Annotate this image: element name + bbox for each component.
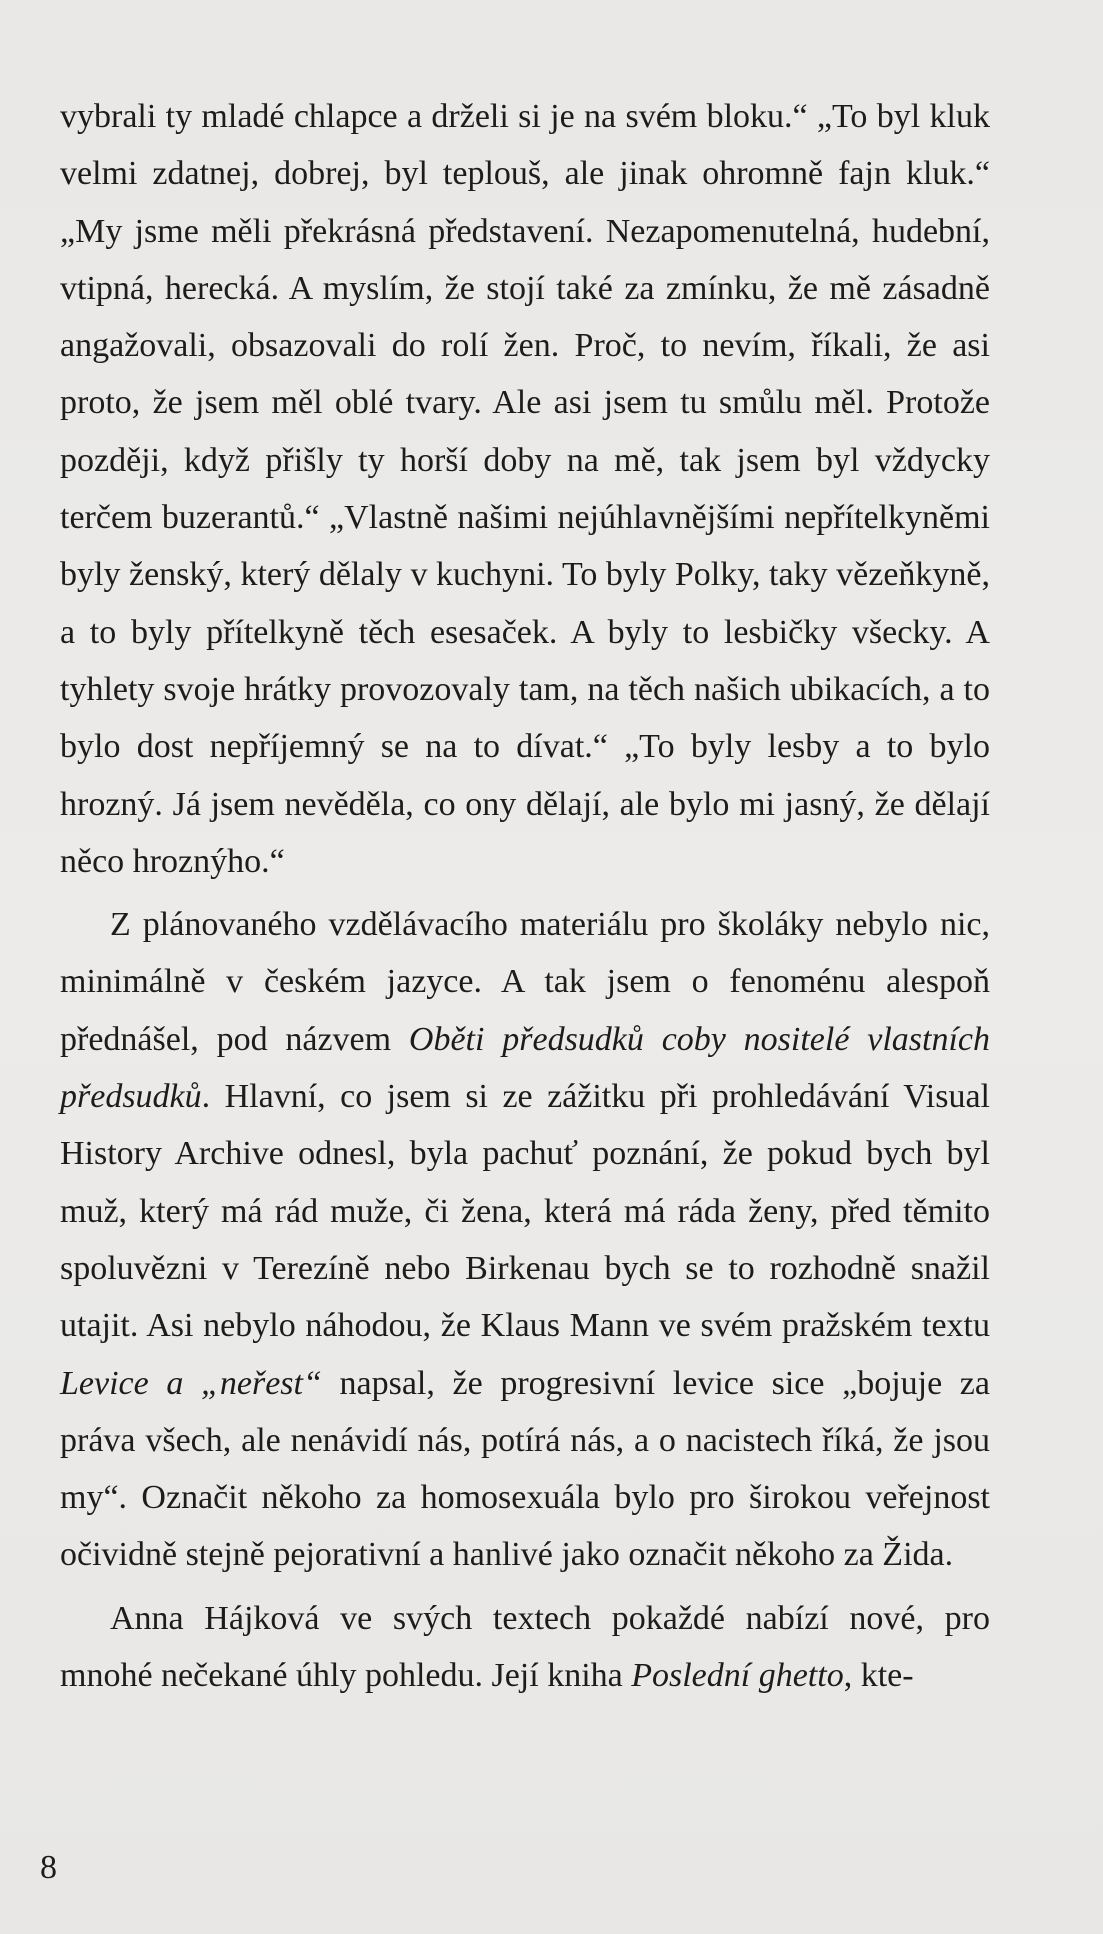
text-segment: , kte- — [843, 1657, 914, 1695]
paragraph-3 — [60, 1590, 990, 1705]
body-text — [60, 88, 990, 1704]
paragraph-2 — [60, 896, 990, 1584]
text-segment: . Hlavní, co jsem si ze zážitku při prohledávání Visual History Archive odnesl, byla pachuť poznání, že pokud bych byl muž, který má rád muže, či žena, která má ráda ženy, před těmito spoluvězni v Terezíně nebo Birkenau bych se to rozhodně snažil utajit. Asi nebylo náhodou, že Klaus Mann ve svém pražském textu — [60, 1078, 990, 1345]
text-segment: napsal, že progresivní levice sice „bojuje za práva všech, ale nenávidí nás, potírá nás, a o nacistech říká, že jsou my“. Označit někoho za homosexuála bylo pro širokou veřejnost očividně stejně pejorativní a hanlivé jako označit někoho za Žida. — [60, 1364, 990, 1574]
text-segment: Z plánovaného vzdělávacího materiálu pro školáky nebylo nic, minimálně v českém jazyce. A tak jsem o fenoménu alespoň přednášel, pod názvem — [60, 906, 990, 1058]
italic-title: Levice a „neřest“ — [60, 1364, 322, 1402]
text-segment: Anna Hájková ve svých textech pokaždé nabízí nové, pro mnohé nečekané úhly pohledu. Její kniha — [60, 1599, 990, 1695]
text-segment: vybrali ty mladé chlapce a drželi si je na svém bloku.“ „To byl kluk velmi zdatnej, dobrej, byl teplouš, ale jinak ohromně fajn kluk.“ „My jsme měli překrásná představení. Nezapomenutelná, hudební, vtipná, herecká. A myslím, že stojí také za zmínku, že mě zásadně angažovali, obsazovali do rolí žen. Proč, to nevím, říkali, že asi proto, že jsem měl oblé tvary. Ale asi jsem tu smůlu měl. Protože později, když přišly ty horší doby na mě, tak jsem byl vždycky terčem buzerantů.“ „Vlastně našimi nejúhlavnějšími nepřítelkyněmi byly ženský, který dělaly v kuchyni. To byly Polky, taky vězeňkyně, a to byly přítelkyně těch esesaček. A byly to lesbičky všecky. A tyhlety svoje hrátky provozovaly tam, na těch našich ubikacích, a to bylo dost nepříjemný se na to dívat.“ „To byly lesby a to bylo hrozný. Já jsem nevěděla, co ony dělají, ale bylo mi jasný, že dělají něco hroznýho.“ — [60, 98, 990, 880]
italic-title: Poslední ghetto — [631, 1657, 844, 1695]
paragraph-1 — [60, 88, 990, 890]
page-number: 8 — [40, 1849, 57, 1886]
italic-title: Oběti předsudků coby nositelé vlastních předsudků — [60, 1020, 990, 1116]
